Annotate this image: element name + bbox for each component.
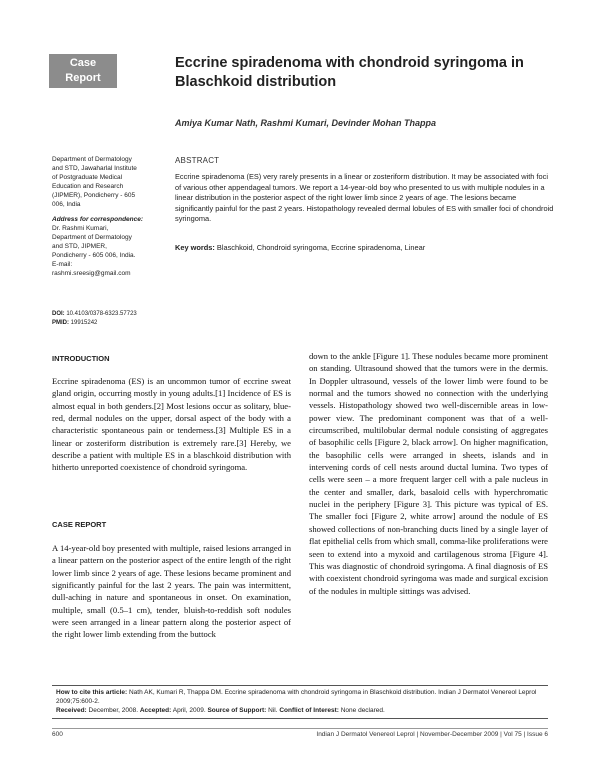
correspondence-line: E-mail: xyxy=(52,261,73,268)
badge-line-2: Report xyxy=(65,72,101,84)
support-label: Source of Support: xyxy=(207,707,267,714)
pmid-label: PMID: xyxy=(52,319,69,326)
affiliation-line: of Postgraduate Medical xyxy=(52,174,123,181)
affiliation-line: 006, India xyxy=(52,201,81,208)
affiliation-block xyxy=(52,155,160,278)
case-report-text: A 14-year-old boy presented with multiple, raised lesions arranged in a linear pattern on the posterior aspect of the entire length of the right lower limb since 2 years of age. These lesions became prominent and significantly painful for the last 2 years. The pain was intermittent, dull-aching in nature and spontaneous in onset. On examination, multiple, small (0.5–1 cm), tender, bluish-to-reddish soft nodules were seen arranged in a linear pattern along the posterior aspect of the right lower limb extending from the buttock xyxy=(52,543,291,640)
accepted-label: Accepted: xyxy=(139,707,172,714)
affiliation-line: Department of Dermatology xyxy=(52,156,132,163)
citation-label: How to cite this article: xyxy=(56,689,128,696)
abstract-heading: ABSTRACT xyxy=(175,156,220,165)
article-title: Eccrine spiradenoma with chondroid syringoma in Blaschkoid distribution xyxy=(175,55,524,90)
abstract-text: Eccrine spiradenoma (ES) very rarely presents in a linear or zosteriform distribution. It may be associated with foci of various other appendageal tumors. We report a 14-year-old boy who presented to us with multiple nodules in a linear distribution in the posterior aspect of the right lower limb since 2 years of age. The lesions became significantly painful for the past 2 years. Histopathology revealed dermal lobules of ES with smaller foci of chondroid syringoma. xyxy=(175,172,554,224)
affiliation-line: Education and Research xyxy=(52,183,124,190)
keywords-label: Key words: xyxy=(175,243,215,252)
correspondence-line: Pondicherry - 605 006, India. xyxy=(52,252,136,259)
affiliation-line: and STD, Jawaharlal Institute xyxy=(52,165,137,172)
doi-value: 10.4103/0378-6323.57723 xyxy=(66,311,137,317)
case-report-continued-text: down to the ankle [Figure 1]. These nodules became more prominent on standing. Ultrasound showed that the tumors were in the dermis. In Doppler ultrasound, vessels of the lower limb were found to be normal and the tumors showed no connection with the underlying vessels. Histopathology showed two well-discernible areas in low-power view. The predominant component was that of a well-circumscribed, multilobular dermal nodule consisting of aggregates of basophilic cells [Figure 2, black arrow]. On higher magnification, the basophilic cells were arranged in sheets, islands and in intervening cords of cell nests around ductal lumina. Two types of cells were seen – a more frequent larger cell with a pale nucleus in the center and smaller, dark, basaloid cells with hyperchromatic nuclei in the periphery [Figure 3]. This picture was typical of ES. The smaller foci [Figure 2, white arrow] around the nodule of ES showed collections of non-branching ducts lined by a single layer of flat epithelial cells from which small, comma-like proliferations were seen to extend into a myxoid and cartilagenous stroma [Figure 4]. This was diagnostic of chondroid syringoma. A final diagnosis of ES with coexistent chondroid syringoma was made and surgical excision of the nodules in multiple sittings was advised. xyxy=(309,351,548,596)
keywords-list: Blaschkoid, Chondroid syringoma, Eccrine spiradenoma, Linear xyxy=(216,243,426,252)
journal-info: Indian J Dermatol Venereol Leprol | November-December 2009 | Vol 75 | Issue 6 xyxy=(316,731,548,738)
page-number: 600 xyxy=(52,731,63,738)
case-report-badge xyxy=(49,54,117,88)
conflict-value: None declared. xyxy=(340,707,385,714)
accepted-date: April, 2009. xyxy=(172,707,206,714)
author-list: Amiya Kumar Nath, Rashmi Kumari, Devinder Mohan Thappa xyxy=(175,118,437,128)
citation-text: Nath AK, Kumari R, Thappa DM. Eccrine spiradenoma with chondroid syringoma in Blaschkoid distribution. Indian J Dermatol Venereol Leprol 2009;75:600-2. xyxy=(56,689,537,705)
pmid-value: 19915242 xyxy=(70,319,98,326)
keywords xyxy=(175,243,555,253)
footer-divider xyxy=(52,728,548,729)
badge-line-1: Case xyxy=(69,57,97,69)
doi-block xyxy=(52,310,160,327)
introduction-heading: INTRODUCTION xyxy=(52,354,110,363)
correspondence-line: Dr. Rashmi Kumari, xyxy=(52,225,109,232)
correspondence-line: and STD, JIPMER, xyxy=(52,243,107,250)
received-date: December, 2008. xyxy=(88,707,139,714)
introduction-text: Eccrine spiradenoma (ES) is an uncommon tumor of eccrine sweat gland origin, occurring mostly in young adults.[1] Incidence of ES is almost equal in both genders.[2] Most lesions occur as solitary, blue-red, dermal nodules on the upper, dorsal aspect of the body with a characteristic spontaneous pain or tenderness.[3] Multiple ES in a linear or zosteriform distribution is extremely rare.[3] Hereby, we describe a patient with multiple ES in a blaschkoid distribution with hitherto unreported coexistence of chondroid syringoma. xyxy=(52,376,291,473)
doi-label: DOI: xyxy=(52,311,65,317)
correspondence-heading: Address for correspondence: xyxy=(52,216,144,223)
received-label: Received: xyxy=(56,707,87,714)
affiliation-line: (JIPMER), Pondicherry - 605 xyxy=(52,192,136,199)
correspondence-email[interactable]: rashmi.sreesig@gmail.com xyxy=(52,270,131,277)
case-report-heading: CASE REPORT xyxy=(52,520,107,529)
citation-box xyxy=(52,685,548,719)
support-value: Nil. xyxy=(268,707,278,714)
conflict-label: Conflict of Interest: xyxy=(279,707,339,714)
correspondence-line: Department of Dermatology xyxy=(52,234,132,241)
